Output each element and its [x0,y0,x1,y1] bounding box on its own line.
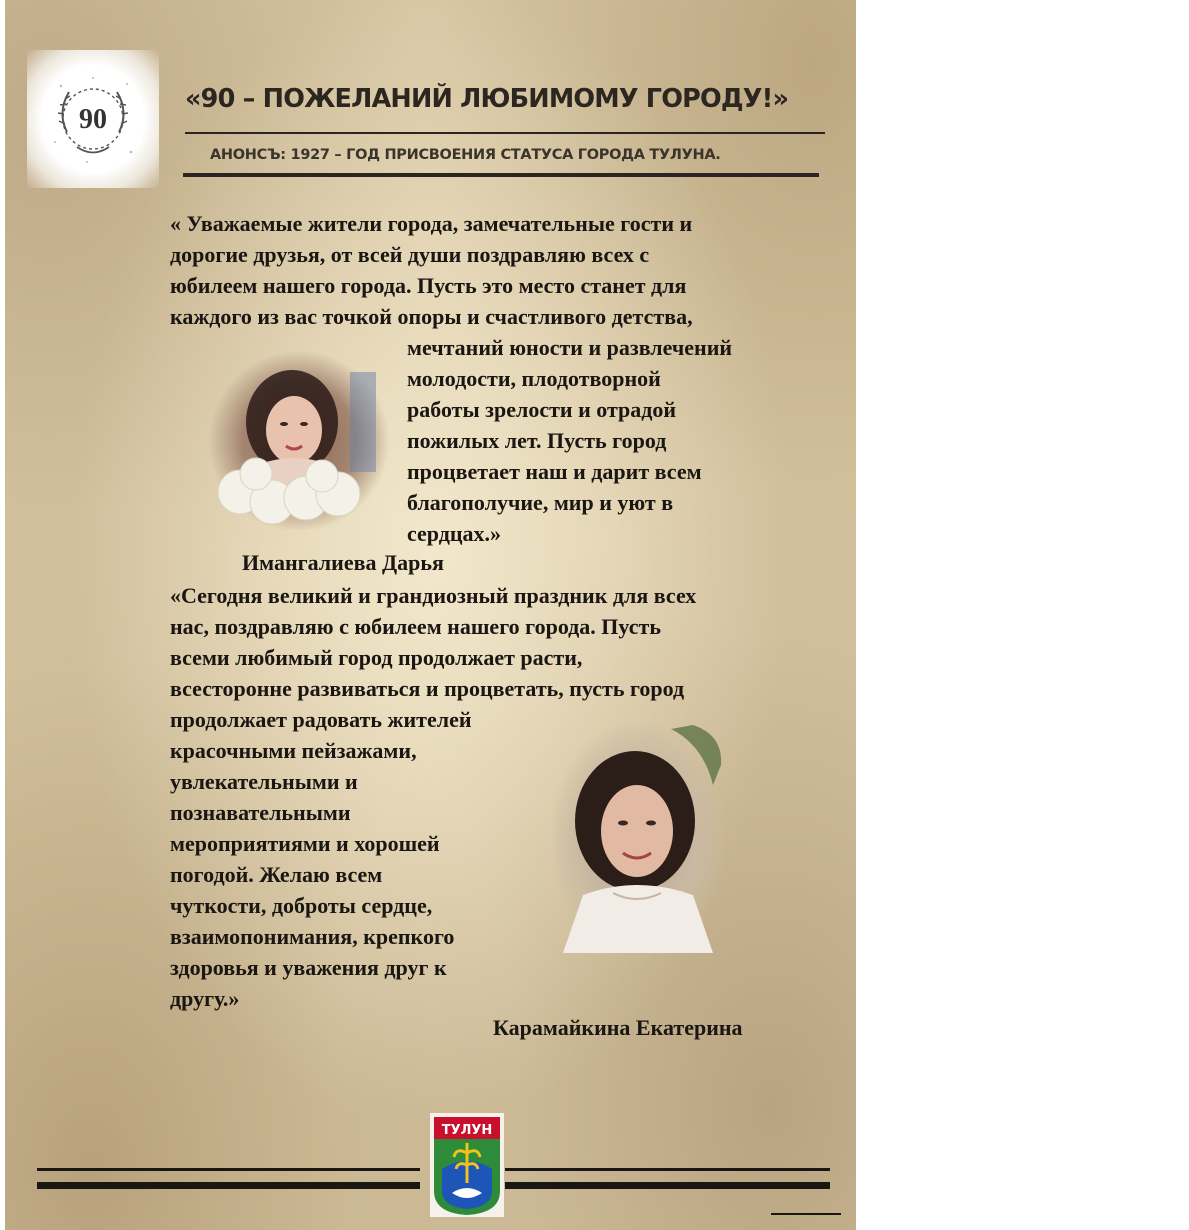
anniversary-emblem [27,50,159,188]
wish1-text-full: « Уважаемые жители города, замечательные гости и дорогие друзья, от всей души поздравляю всех с юбилеем нашего города. Пусть это место станет для каждого из вас точкой опоры и счастливого детства, [170,211,693,329]
subtitle-divider [183,173,819,177]
author-photo-karamaykina [553,725,723,953]
title-divider [185,132,825,134]
wish1-author: Имангалиева Дарья [242,550,444,575]
portrait-woman-icon [210,352,388,530]
wish2-text-full: «Сегодня великий и грандиозный праздник для всех нас, поздравляю с юбилеем нашего города. Пусть всеми любимый город продолжает расти, всесторонне развиваться и процветать, пусть город [170,583,697,701]
laurel-wreath-icon [47,72,139,166]
footer-rule-right-thin [505,1168,830,1171]
coat-label: ТУЛУН [441,1123,493,1138]
footer-rule-right-thick [505,1182,830,1189]
author-photo-imangalieva [210,352,388,530]
portrait-woman-icon [553,725,723,953]
page-title: «90 – ПОЖЕЛАНИЙ ЛЮБИМОМУ ГОРОДУ!» [185,84,789,114]
wish2-text-wrapped: продолжает радовать жителей красочными пейзажами, увлекательными и познавательными мероприятиями и хорошей погодой. Желаю всем чуткости, доброты сердце, взаимопонимания, крепкого здоровья и уважения друг к другу.» [170,707,472,1011]
coat-of-arms-icon [430,1113,504,1217]
corner-rule [771,1213,841,1215]
emblem-number: 90 [79,104,107,135]
tulun-coat-of-arms [430,1113,504,1217]
footer-rule-left-thick [37,1182,420,1189]
announcement-subtitle: АНОНСЪ: 1927 – ГОД ПРИСВОЕНИЯ СТАТУСА ГОРОДА ТУЛУНА. [210,147,721,163]
poster-sheet [5,0,856,1230]
footer-rule-left-thin [37,1168,420,1171]
wish1-text-wrapped: мечтаний юности и развлечений молодости, плодотворной работы зрелости и отрадой пожилых лет. Пусть город процветает наш и дарит всем благополучие, мир и уют в сердцах.» [407,335,733,546]
wish2-author: Карамайкина Екатерина [493,1015,743,1040]
